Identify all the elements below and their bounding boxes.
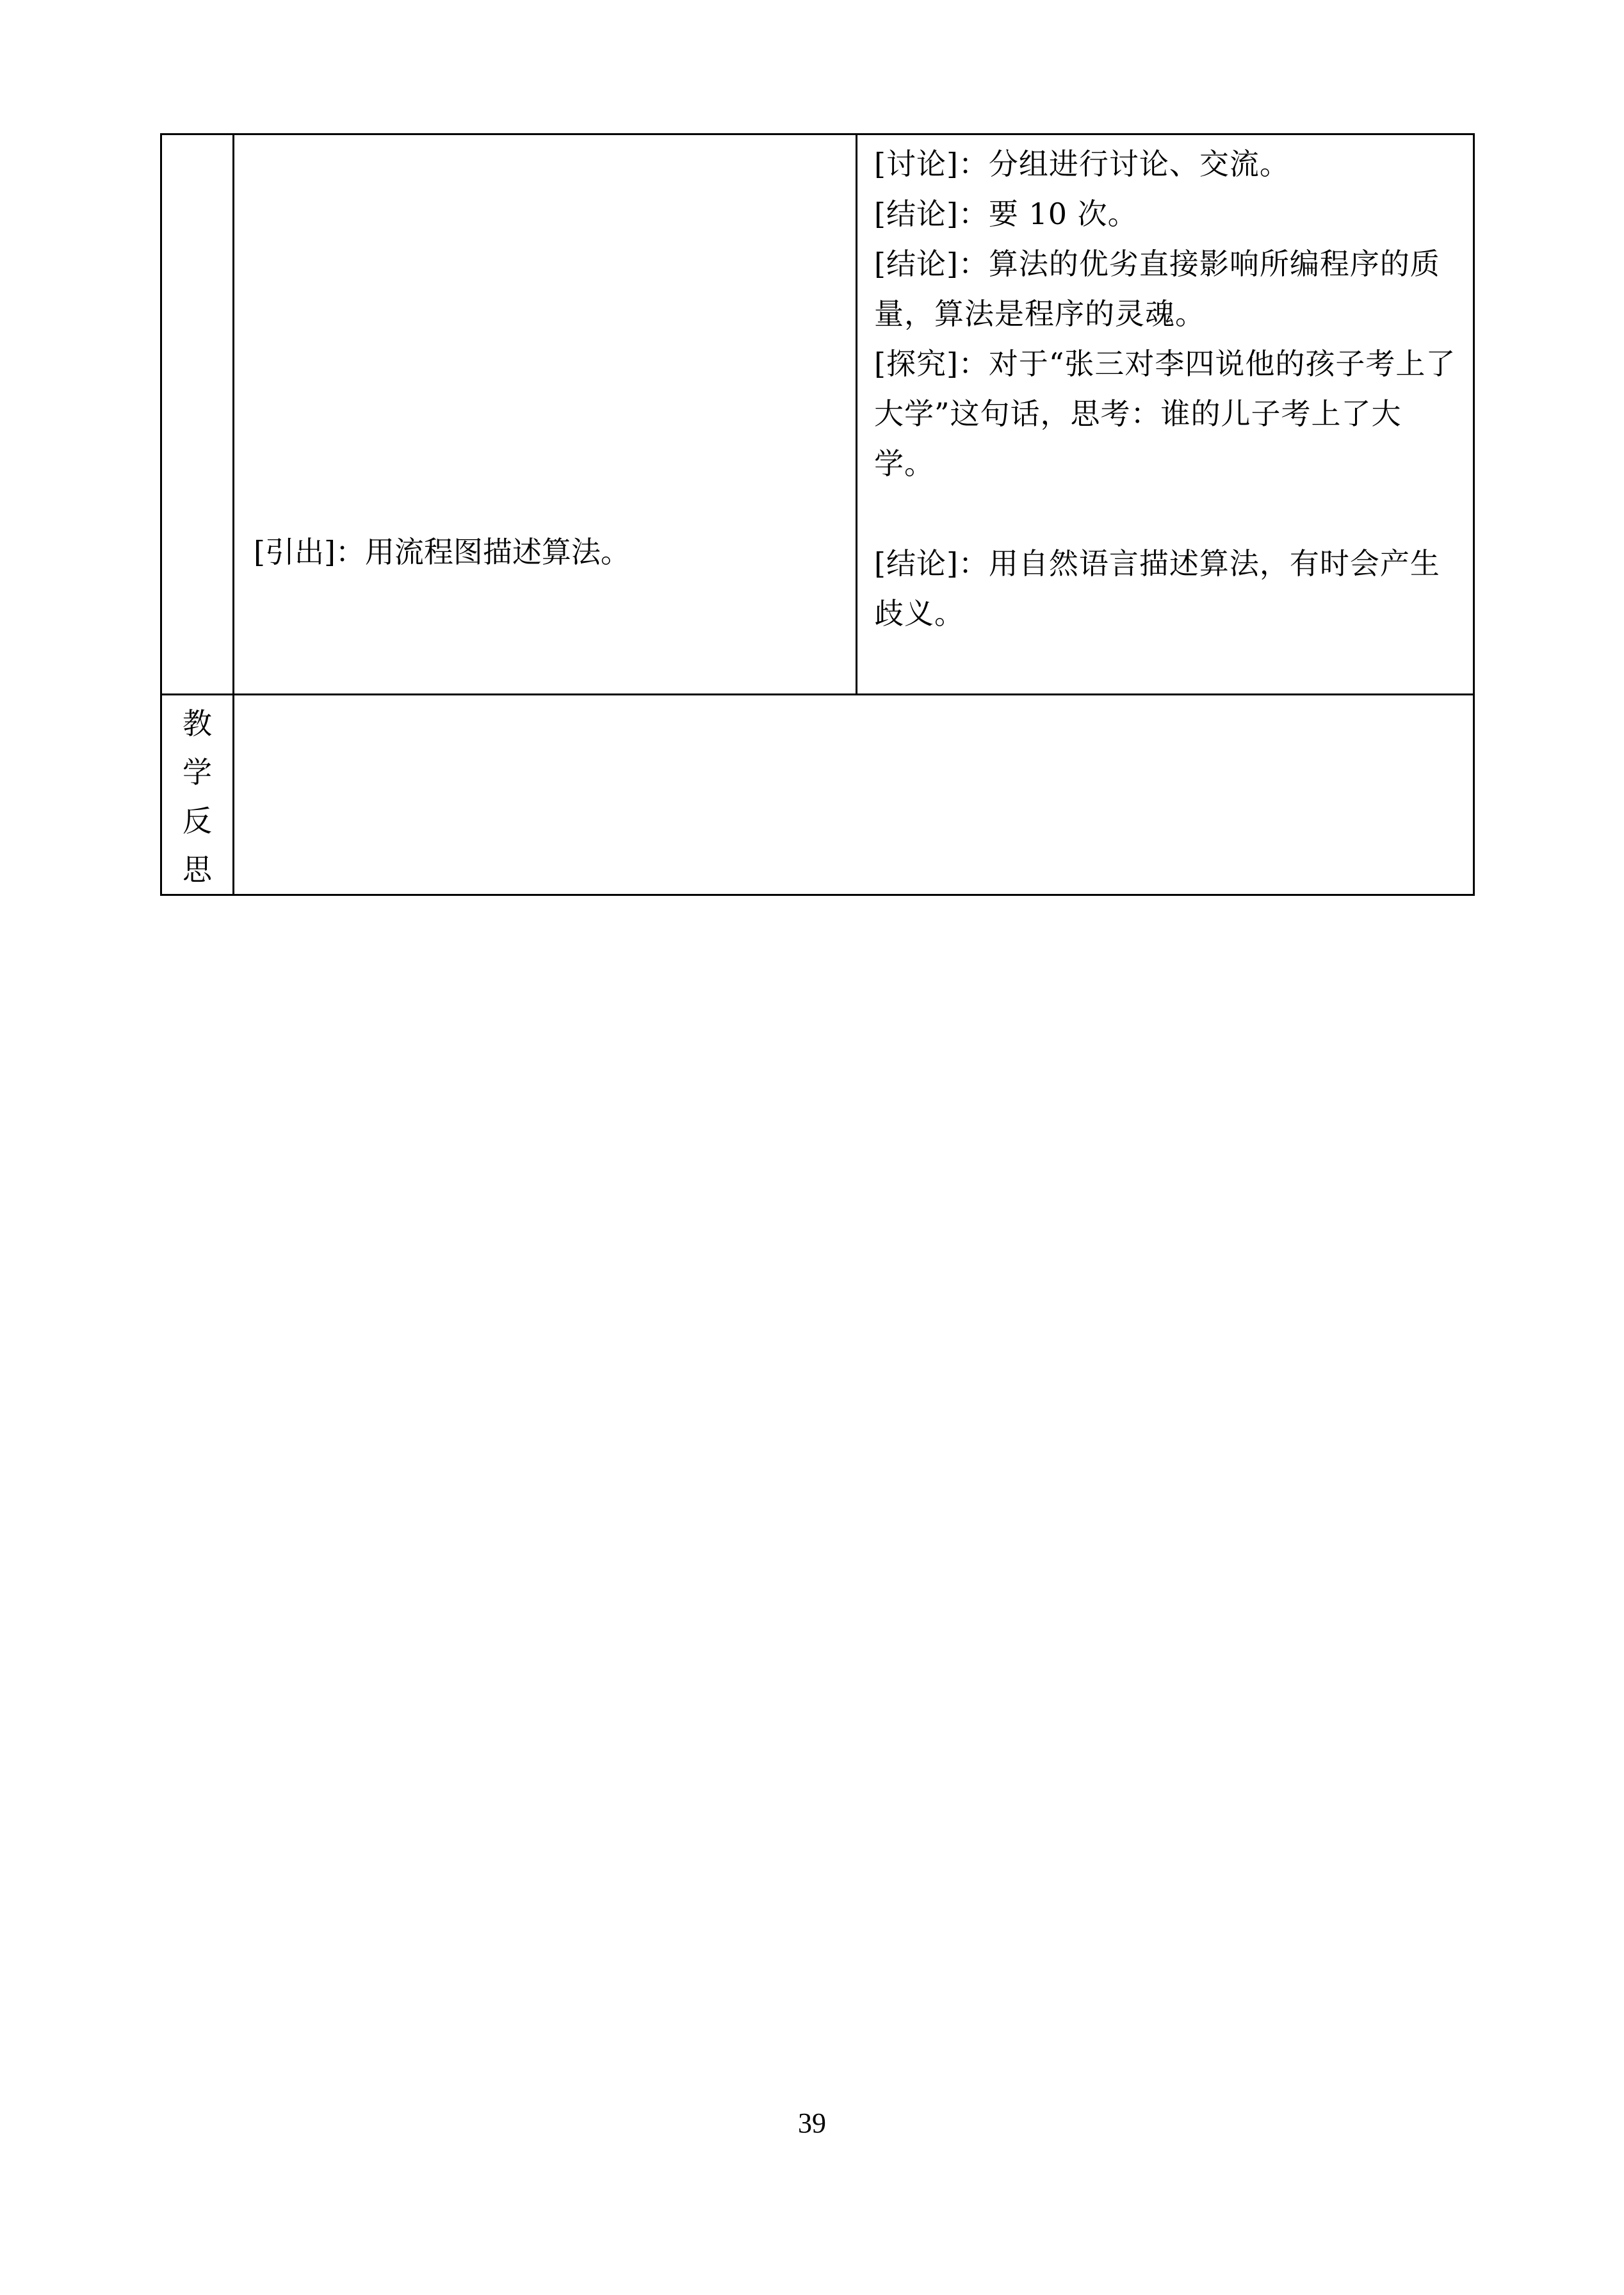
page-number: 39 (798, 2107, 826, 2139)
table-row (161, 695, 1474, 895)
conclusion-line: [结论]：用自然语言描述算法，有时会产生歧义。 (874, 546, 1440, 631)
label-char: 思 (183, 852, 212, 887)
student-activity-cell (857, 134, 1474, 695)
spacer (874, 489, 1459, 539)
label-char: 教 (183, 706, 212, 741)
lesson-plan-table (160, 133, 1475, 896)
label-char: 学 (183, 755, 212, 790)
teaching-reflection-label (161, 695, 234, 895)
teaching-reflection-content (234, 695, 1474, 895)
discussion-line: [讨论]：分组进行讨论、交流。 (874, 147, 1290, 181)
teacher-activity-cell (234, 134, 857, 695)
conclusion-line: [结论]：算法的优劣直接影响所编程序的质量，算法是程序的灵魂。 (874, 247, 1440, 331)
label-char: 反 (183, 804, 212, 838)
inquiry-line: [探究]：对于“张三对李四说他的孩子考上了大学”这句话，思考：谁的儿子考上了大学。 (874, 346, 1456, 481)
table-row (161, 134, 1474, 695)
row-label-cell (161, 134, 234, 695)
conclusion-line: [结论]：要 10 次。 (874, 197, 1138, 231)
intro-text: [引出]：用流程图描述算法。 (254, 535, 630, 569)
